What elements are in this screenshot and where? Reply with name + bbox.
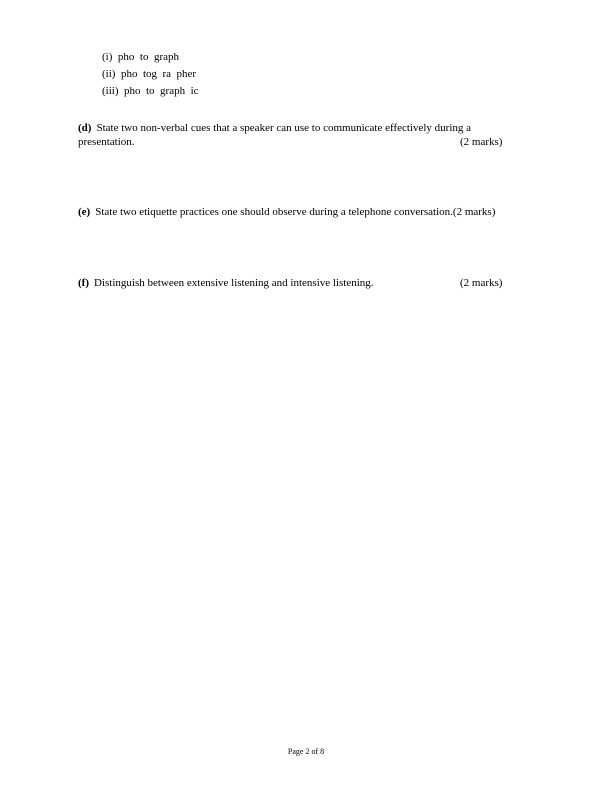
question-e-text: State two etiquette practices one should observe during a telephone conversation.(2 marks) — [95, 206, 496, 218]
question-d-label: (d) — [78, 122, 92, 134]
question-f-label: (f) — [78, 277, 89, 289]
question-e-label: (e) — [78, 206, 91, 218]
question-e — [78, 206, 495, 219]
question-d-line1 — [78, 122, 471, 135]
subitem-ii: (ii) pho tog ra pher — [102, 68, 197, 80]
question-f-marks: (2 marks) — [460, 277, 503, 289]
question-f-text: Distinguish between extensive listening and intensive listening. — [94, 277, 374, 289]
question-d-line2: presentation. — [78, 136, 135, 148]
subitem-i: (i) pho to graph — [102, 51, 179, 63]
page-number: Page 2 of 8 — [287, 747, 325, 756]
question-f — [78, 277, 374, 290]
question-d-text: State two non-verbal cues that a speaker can use to communicate effectively during a — [96, 122, 472, 134]
question-d-marks: (2 marks) — [460, 136, 503, 148]
subitem-iii: (iii) pho to graph ic — [102, 85, 199, 97]
